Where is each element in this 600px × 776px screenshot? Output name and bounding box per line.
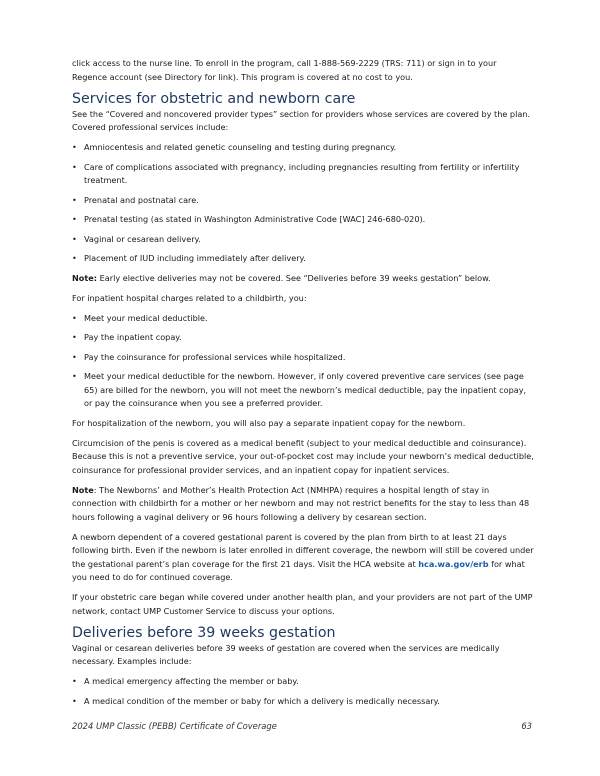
list-item: • Pay the inpatient copay. <box>72 331 534 345</box>
deliveries-intro: Vaginal or cesarean deliveries before 39 weeks of gestation are covered when the services are medically necessary. Examples include: <box>72 642 500 666</box>
newborn-text-end: for what you need to do for continued coverage. <box>72 558 525 582</box>
intro-paragraph: click access to the nurse line. To enroll in the program, call 1-888-569-2229 (TRS: 711) or sign in to your Regence account (see Directory for link). This program is covered at no cost to you. <box>72 58 497 82</box>
section-heading-deliveries: Deliveries before 39 weeks gestation <box>72 624 336 641</box>
note-text: Early elective deliveries may not be covered. See “Deliveries before 39 weeks gestation” below. <box>97 272 491 283</box>
note-nmhpa <box>72 484 534 525</box>
list-item: • Prenatal and postnatal care. <box>72 194 534 208</box>
list-item: • Amniocentesis and related genetic counseling and testing during pregnancy. <box>72 141 534 155</box>
note-label: Note: <box>72 272 98 283</box>
footer-title: 2024 UMP Classic (PEBB) Certificate of Coverage <box>72 721 277 731</box>
inpatient-intro: For inpatient hospital charges related to a childbirth, you: <box>72 292 307 303</box>
list-item: • Prenatal testing (as stated in Washington Administrative Code [WAC] 246-680-020). <box>72 213 534 227</box>
note-text: : The Newborns’ and Mother’s Health Protection Act (NMHPA) requires a hospital length of stay in connection with childbirth for a mother or her newborn and may not restrict benefits for the stay to less than 48 hours following a vaginal delivery or 96 hours following a delivery by cesarean section. <box>72 484 530 522</box>
page-number: 63 <box>521 721 532 731</box>
newborn-copay-paragraph: For hospitalization of the newborn, you will also pay a separate inpatient copay for the newborn. <box>72 417 466 428</box>
page-footer <box>72 721 532 731</box>
other-plan-paragraph: If your obstetric care began while covered under another health plan, and your providers are not part of the UMP network, contact UMP Customer Service to discuss your options. <box>72 592 533 616</box>
newborn-coverage-paragraph <box>72 531 534 585</box>
hca-website-link[interactable]: hca.wa.gov/erb <box>418 558 489 569</box>
list-item: • Placement of IUD including immediately after delivery. <box>72 252 534 266</box>
list-item: • Meet your medical deductible for the newborn. However, if only covered preventive care services (see page 65) are billed for the newborn, you will not meet the newborn’s medical deductible, pay the inpatient copay, or pay the coinsurance when you see a preferred provider. <box>72 370 534 411</box>
covered-services-list <box>72 141 534 266</box>
circumcision-paragraph: Circumcision of the penis is covered as a medical benefit (subject to your medical deductible and coinsurance). Because this is not a preventive service, your out-of-pocket cost may include your newborn’s medical deductible, coinsurance for professional provider services, and an inpatient copay for inpatient services. <box>72 437 534 475</box>
section-heading-obstetric: Services for obstetric and newborn care <box>72 90 356 107</box>
newborn-text: A newborn dependent of a covered gestational parent is covered by the plan from birth to at least 21 days following birth. Even if the newborn is later enrolled in different coverage, the newborn will still be covered under the gestational parent’s plan coverage for the first 21 days. Visit the HCA website at <box>72 531 534 569</box>
note-early-elective <box>72 272 534 286</box>
list-item: • A medical emergency affecting the member or baby. <box>72 675 534 689</box>
list-item: • Meet your medical deductible. <box>72 312 534 326</box>
obstetric-intro: See the “Covered and noncovered provider types” section for providers whose services are covered by the plan. Covered professional services include: <box>72 108 531 132</box>
list-item: • Pay the coinsurance for professional services while hospitalized. <box>72 351 534 365</box>
list-item: • A medical condition of the member or baby for which a delivery is medically necessary. <box>72 695 534 709</box>
list-item: • Vaginal or cesarean delivery. <box>72 233 534 247</box>
page-content <box>72 57 534 714</box>
inpatient-charges-list <box>72 312 534 411</box>
list-item: • Care of complications associated with pregnancy, including pregnancies resulting from fertility or infertility treatment. <box>72 161 534 188</box>
deliveries-examples-list <box>72 675 534 708</box>
note-label: Note <box>72 484 94 495</box>
